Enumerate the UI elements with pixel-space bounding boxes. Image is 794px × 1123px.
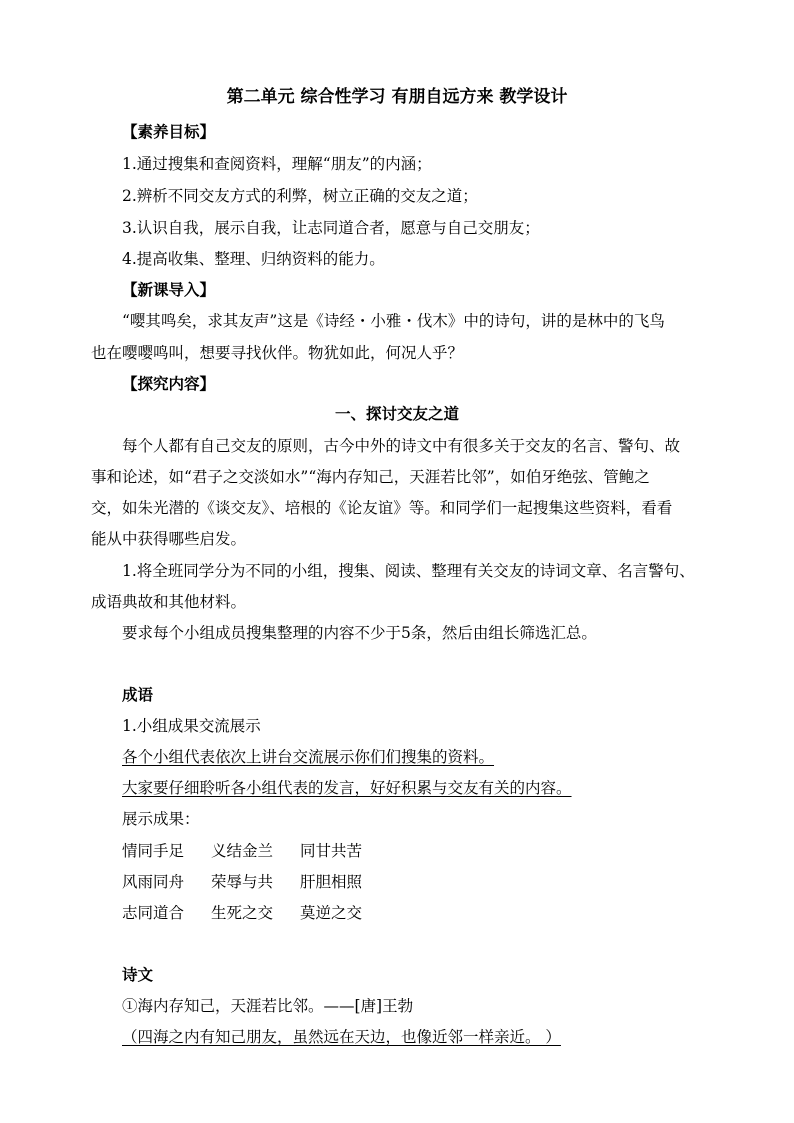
explore-paragraph-line-2: 事和论述，如“君子之交淡如水”“海内存知己，天涯若比邻”，如伯牙绝弦、管鲍之 bbox=[91, 468, 650, 486]
goal-item-4: 4.提高收集、整理、归纳资料的能力。 bbox=[122, 250, 385, 268]
goals-heading: 【素养目标】 bbox=[122, 122, 216, 141]
idiom: 风雨同舟 bbox=[122, 873, 185, 891]
explore-paragraph-line-3: 交，如朱光潜的《谈交友》、培根的《论友谊》等。和同学们一起搜集这些资料，看看 bbox=[91, 499, 673, 517]
idioms-heading: 成语 bbox=[122, 685, 154, 704]
idioms-subheading: 1.小组成果交流展示 bbox=[122, 717, 261, 735]
underlined-line-1: 各个小组代表依次上讲台交流展示你们们搜集的资料。 bbox=[122, 748, 495, 766]
results-label: 展示成果： bbox=[122, 810, 200, 828]
idiom: 莫逆之交 bbox=[300, 904, 363, 922]
underlined-line-2: 大家要仔细聆听各小组代表的发言，好好积累与交友有关的内容。 bbox=[122, 779, 572, 797]
idiom-row-2 bbox=[122, 871, 389, 893]
idiom-row-3 bbox=[122, 902, 389, 924]
intro-heading: 【新课导入】 bbox=[122, 280, 216, 299]
idiom: 志同道合 bbox=[122, 904, 185, 922]
idiom: 肝胆相照 bbox=[300, 873, 363, 891]
requirement-text: 要求每个小组成员搜集整理的内容不少于5条，然后由组长筛选汇总。 bbox=[122, 624, 597, 642]
intro-line-1: “嘤其鸣矣，求其友声”这是《诗经・小雅・伐木》中的诗句，讲的是林中的飞鸟 bbox=[122, 312, 665, 330]
poem-item-1: ①海内存知己，天涯若比邻。——[唐]王勃 bbox=[122, 997, 414, 1015]
idiom: 荣辱与共 bbox=[211, 873, 274, 891]
goal-item-3: 3.认识自我，展示自我，让志同道合者，愿意与自己交朋友； bbox=[122, 219, 540, 237]
poem-item-1-note: （四海之内有知己朋友，虽然远在天边，也像近邻一样亲近。 ） bbox=[122, 1028, 561, 1046]
poems-heading: 诗文 bbox=[122, 965, 154, 984]
idiom: 义结金兰 bbox=[211, 842, 274, 860]
explore-paragraph-line-4: 能从中获得哪些启发。 bbox=[91, 530, 247, 548]
idiom: 生死之交 bbox=[211, 904, 274, 922]
goal-item-1: 1.通过搜集和查阅资料，理解“朋友”的内涵； bbox=[122, 155, 432, 173]
explore-paragraph-line-1: 每个人都有自己交友的原则，古今中外的诗文中有很多关于交友的名言、警句、故 bbox=[122, 437, 681, 455]
explore-section-title: 一、探讨交友之道 bbox=[334, 404, 459, 423]
goal-item-2: 2.辨析不同交友方式的利弊，树立正确的交友之道； bbox=[122, 187, 478, 205]
idiom-row-1 bbox=[122, 840, 389, 862]
idiom: 同甘共苦 bbox=[300, 842, 363, 860]
idiom: 情同手足 bbox=[122, 842, 185, 860]
document-title: 第二单元 综合性学习 有朋自远方来 教学设计 bbox=[226, 87, 568, 107]
step1-line-2: 成语典故和其他材料。 bbox=[91, 593, 247, 611]
intro-line-2: 也在嘤嘤鸣叫，想要寻找伙伴。物犹如此，何况人乎？ bbox=[91, 344, 464, 362]
explore-heading: 【探究内容】 bbox=[122, 374, 216, 393]
step1-line-1: 1.将全班同学分为不同的小组，搜集、阅读、整理有关交友的诗词文章、名言警句、 bbox=[122, 562, 695, 580]
